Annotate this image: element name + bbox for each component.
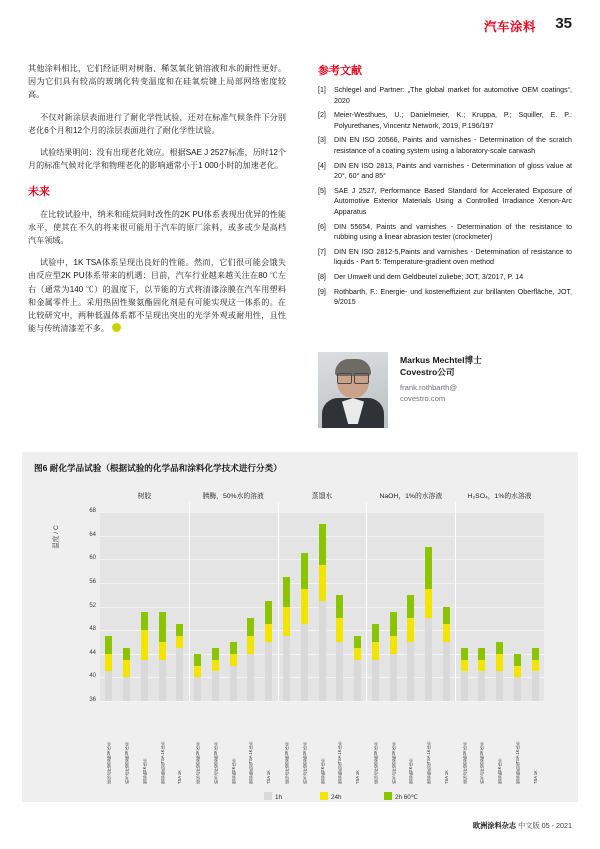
legend-swatch-icon: [320, 792, 328, 800]
reference-text: SAE J 2527, Performance Based Standard for Accelerated Exposure of Automotive Exterior Materials Using a Controlled Irradiance Xenon-Arc Apparatus: [334, 186, 572, 216]
y-axis-tick: 44: [89, 649, 96, 656]
bar-group: [496, 512, 503, 701]
reference-number: [1]: [318, 86, 326, 94]
bar-segment-1h: [159, 660, 166, 701]
bar-group: [123, 512, 130, 701]
gridline: [100, 701, 544, 702]
bar-segment-1h: [407, 642, 414, 701]
legend-swatch-icon: [264, 792, 272, 800]
author-name-line1: Markus Mechtel博士: [400, 355, 482, 365]
bar-segment-1h: [372, 660, 379, 701]
bar-segment-1h: [194, 677, 201, 701]
bar-group: [265, 512, 272, 701]
x-axis-tick-label: TSA 1K: [443, 770, 449, 784]
x-axis-tick-label: 纳米改性聚氨酯2K体系: [212, 742, 218, 784]
reference-text: DIN 55654, Paints and varnishes - Determination of the resistance to rubbing using a linear abrasion tester (crockmeter): [334, 222, 572, 242]
reference-number: [3]: [318, 136, 326, 145]
legend-label: 1h: [275, 794, 283, 801]
bar-group: [301, 512, 308, 701]
chart-bars: [100, 512, 544, 701]
reference-number: [5]: [318, 186, 326, 195]
reference-item: [318, 161, 572, 182]
legend-item-24h: [320, 792, 342, 801]
x-axis-tick-label: 聚氨酯2K体系: [497, 758, 503, 784]
y-axis-tick: 52: [89, 602, 96, 609]
reference-item: [318, 222, 572, 243]
reference-text: DIN EN ISO 20566, Paints and varnishes - Determination of the scratch resistance of a coating system using a laboratory-scale carwash: [334, 136, 572, 155]
references-column: [318, 62, 572, 312]
reference-number: [7]: [318, 247, 326, 256]
bar-segment-1h: [443, 642, 450, 701]
y-axis-tick: 40: [89, 673, 96, 680]
bar-group: [319, 512, 326, 701]
references-list: [318, 85, 572, 308]
x-axis-tick-label: 纳米改性聚氨酯2K体系: [390, 742, 396, 784]
bar-segment-1h: [425, 618, 432, 701]
x-axis-tick-label: 硅烷改性聚氨酯2K体系: [372, 742, 378, 784]
chart-plot-area: [53, 486, 566, 801]
author-block: [318, 352, 572, 438]
x-axis-tick-label: 硅烷改性聚氨酯2K体系: [106, 742, 112, 784]
x-axis-tick-label: 聚氨酯低温TSA 1K体系: [337, 741, 343, 784]
bar-group: [336, 512, 343, 701]
reference-item: [318, 135, 572, 156]
bar-segment-1h: [319, 601, 326, 701]
y-axis-label: 温度 / C: [53, 525, 60, 549]
bar-segment-1h: [141, 660, 148, 701]
group-label: 胰酶，50%水的溶液: [202, 493, 264, 500]
reference-text: Schlegel and Partner: „The global market for automotive OEM coatings“, 2020: [334, 86, 572, 105]
x-axis-tick-label: TSA 1K: [177, 770, 183, 784]
paragraph-text: 试验中，1K TSA体系呈现出良好的性能。然而，它们很可能会饿失由反应型2K PU体系带来的机遇：目前，汽车行业越来越关注在80 ℃左右（通常为140 ℃）的温度下，以节能的方式将清漆涂膜在汽车用塑料和金属零件上。采用热固性聚氨酯固化剂是有可能实现这一体系的。在比较研究中，两种低温体系都不呈现出突出的光学外观或耐用性，且性能与传统清漆差不多。: [28, 258, 286, 334]
author-name: [400, 354, 570, 378]
reference-item: [318, 247, 572, 268]
bar-segment-1h: [230, 666, 237, 701]
bar-segment-1h: [301, 624, 308, 701]
paragraph: [28, 256, 286, 335]
page-footer: [473, 821, 572, 831]
x-axis-tick-labels: [100, 704, 544, 786]
y-axis-tick: 64: [89, 531, 96, 538]
glasses-icon: [337, 373, 369, 382]
bar-segment-1h: [514, 677, 521, 701]
reference-text: DIN EN ISO 2813, Paints and varnishes - Determination of gloss value at 20°, 60° and 85°: [334, 161, 572, 181]
bar-group: [176, 512, 183, 701]
legend-label: 24h: [331, 794, 342, 801]
reference-number: [8]: [318, 272, 326, 281]
bar-segment-1h: [496, 671, 503, 701]
bar-group: [354, 512, 361, 701]
group-label: NaOH，1%的水溶液: [379, 493, 443, 500]
bar-group: [390, 512, 397, 701]
x-axis-tick-label: TSA 1K: [266, 770, 272, 784]
reference-item: [318, 110, 572, 131]
bar-segment-1h: [283, 636, 290, 701]
legend-swatch-icon: [384, 792, 392, 800]
bar-segment-1h: [212, 671, 219, 701]
reference-text: DIN EN ISO 2812-5,Paints and varnishes - Determination of resistance to liquids - Part 5: Temperature-gradient oven method: [334, 247, 572, 267]
figure-caption: 图6 耐化学品试验（根据试验的化学品和涂料化学技术进行分类）: [34, 463, 282, 473]
reference-number: [6]: [318, 222, 326, 231]
footer-magazine: 欧洲涂料杂志: [472, 821, 517, 830]
x-axis-tick-label: 硅烷改性聚氨酯2K体系: [461, 742, 467, 784]
reference-number: [9]: [318, 287, 326, 296]
x-axis-tick-label: 纳米改性聚氨酯2K体系: [124, 742, 130, 784]
bar-group: [372, 512, 379, 701]
bar-segment-1h: [478, 671, 485, 701]
reference-text: Rothbarth, F.: Energie- und kosteneffizient zur brillanten Oberfläche, JOT, 9/2015: [334, 287, 572, 307]
bar-group: [230, 512, 237, 701]
paragraph: 不仅对新涂层表面进行了耐化学性试验，还对在标准气候条件下分别老化6个月和12个月的涂层表面进行了耐化学性试验。: [28, 112, 286, 135]
paragraph: 其他涂料相比，它们经证明对树脂、稀氢氧化钠溶液和水的耐性更好。因为它们具有较高的玻璃化转变温度和在硅氧烷键上局部网络密度较高。: [28, 64, 286, 100]
reference-item: [318, 272, 572, 283]
x-axis-tick-label: TSA 1K: [532, 770, 538, 784]
bar-segment-1h: [176, 648, 183, 701]
x-axis-tick-label: 聚氨酯2K体系: [230, 758, 236, 784]
x-axis-tick-label: 纳米改性聚氨酯2K体系: [479, 742, 485, 784]
page-number: 35: [555, 15, 572, 32]
x-axis-tick-label: 聚氨酯2K体系: [141, 758, 147, 784]
bar-segment-1h: [336, 642, 343, 701]
legend-item-1h: [264, 792, 282, 801]
bar-group: [194, 512, 201, 701]
references-heading: 参考文献: [318, 65, 362, 77]
article-left-column: [28, 62, 286, 344]
legend-item-2h60: [384, 792, 418, 801]
figure-chemical-resistance: [22, 452, 578, 802]
x-axis-tick-label: 聚氨酯低温TSA 1K体系: [426, 741, 432, 784]
x-axis-tick-label: 聚氨酯低温TSA 1K体系: [514, 741, 520, 784]
bar-group: [105, 512, 112, 701]
legend-label: 2h 60℃: [395, 794, 418, 801]
author-photo: [318, 352, 388, 428]
bar-segment-1h: [123, 677, 130, 701]
bar-segment-1h: [247, 654, 254, 701]
reference-text: Meier-Westhues, U.; Danielmeier, K.; Kruppa, P.; Squiller, E. P.: Polyurethanes, Vincentz Network, 2019, P.196/197: [334, 111, 572, 130]
x-axis-tick-label: 硅烷改性聚氨酯2K体系: [195, 742, 201, 784]
bar-group: [407, 512, 414, 701]
bar-group: [443, 512, 450, 701]
reference-text: Der Umwelt und dem Geldbeutel zuliebe; JOT, 3/2017, P. 14: [334, 272, 524, 281]
x-axis-tick-label: 硅烷改性聚氨酯2K体系: [283, 742, 289, 784]
bar-group: [247, 512, 254, 701]
bar-segment-1h: [532, 671, 539, 701]
reference-item: [318, 85, 572, 106]
reference-item: [318, 186, 572, 218]
bar-group: [532, 512, 539, 701]
bar-group: [425, 512, 432, 701]
x-axis-tick-label: 聚氨酯2K体系: [319, 758, 325, 784]
y-axis-tick: 36: [89, 697, 96, 703]
bar-group: [283, 512, 290, 701]
y-axis-tick: 60: [89, 555, 96, 562]
bar-segment-1h: [105, 671, 112, 701]
bar-group: [514, 512, 521, 701]
section-heading-future: 未来: [28, 186, 50, 199]
author-email[interactable]: [400, 383, 570, 404]
author-name-line2: Covestro公司: [400, 367, 455, 377]
reference-item: [318, 287, 572, 308]
reference-number: [4]: [318, 161, 326, 170]
x-axis-tick-label: 聚氨酯低温TSA 1K体系: [248, 741, 254, 784]
bar-segment-1h: [461, 671, 468, 701]
paragraph: 试验结果明问：没有出现老化效应。根据SAE J 2527标准，历时12个月的标准气候对化学和物理老化的影响通常小于1 000小时的加速老化。: [28, 148, 287, 171]
group-label: 树胶: [137, 493, 152, 500]
chart-legend: [264, 792, 524, 804]
bar-segment-1h: [354, 660, 361, 701]
group-label: 蒸馏水: [311, 493, 333, 500]
author-email-line1: frank.rothbarth@: [400, 383, 458, 392]
paragraph: 在比较试验中，纳米和硅烷同时改性的2K PU体系表现出优异的性能水平，使其在不久的将来很可能用于汽车的原厂涂料，或多或少是高档汽车领域。: [28, 209, 286, 246]
x-axis-tick-label: 聚氨酯2K体系: [408, 758, 414, 784]
bar-group: [212, 512, 219, 701]
bar-group: [478, 512, 485, 701]
bar-group: [141, 512, 148, 701]
y-axis-tick: 68: [89, 508, 96, 514]
x-axis-tick-label: 聚氨酯低温TSA 1K体系: [159, 741, 165, 784]
group-label: H₂SO₄，1%的水溶液: [467, 493, 532, 500]
author-email-line2: covestro.com: [400, 393, 446, 403]
magazine-section-title: 汽车涂料: [483, 20, 536, 34]
x-axis-tick-label: TSA 1K: [355, 770, 361, 784]
bar-segment-1h: [390, 654, 397, 701]
footer-edition: 中文版 05 - 2021: [518, 821, 572, 830]
x-axis-tick-label: 纳米改性聚氨酯2K体系: [301, 742, 307, 784]
end-of-article-mark: [112, 323, 121, 332]
reference-number: [2]: [318, 111, 326, 120]
y-axis-tick: 56: [89, 578, 96, 585]
page-header: [0, 0, 600, 42]
bar-group: [159, 512, 166, 701]
bar-group: [461, 512, 468, 701]
bar-segment-1h: [265, 642, 272, 701]
y-axis-tick: 48: [89, 626, 96, 633]
